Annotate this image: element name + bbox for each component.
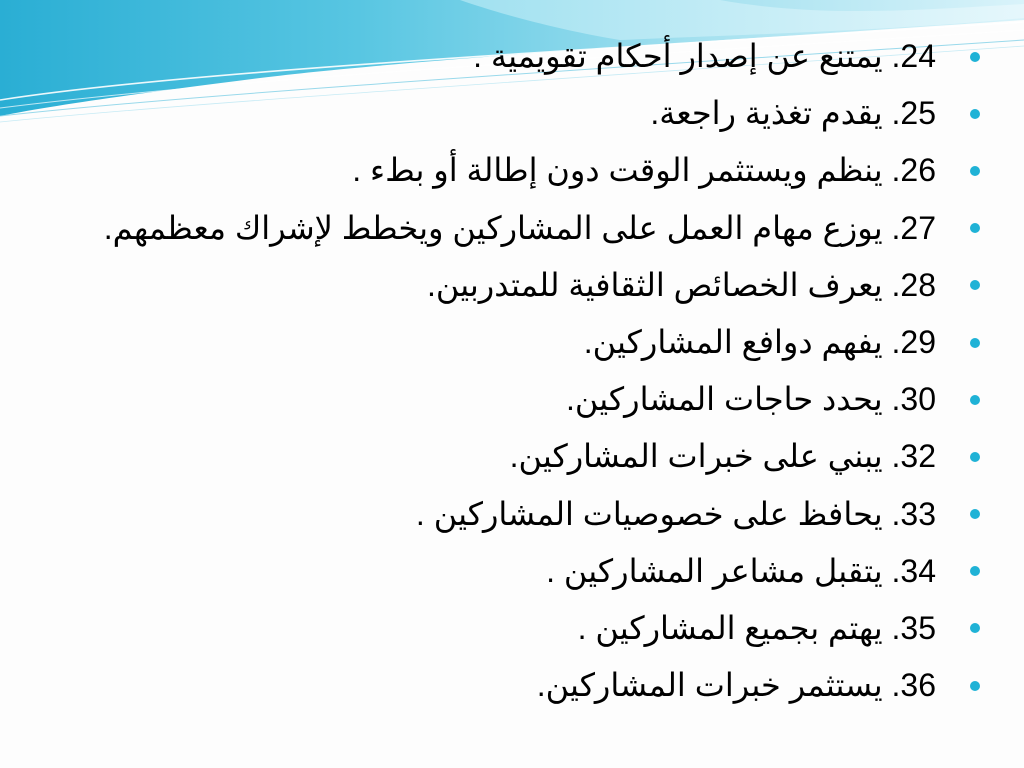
list-item-text: 33. يحافظ على خصوصيات المشاركين . [415, 495, 936, 532]
list-item-text: 36. يستثمر خبرات المشاركين. [536, 667, 936, 704]
list-item-text: 28. يعرف الخصائص الثقافية للمتدربين. [426, 266, 936, 303]
list-item-text: 34. يتقبل مشاعر المشاركين . [546, 552, 936, 589]
bullet-dot-icon [970, 280, 980, 290]
list-item-text: 26. ينظم ويستثمر الوقت دون إطالة أو بطء . [352, 152, 936, 189]
list-item [100, 257, 980, 314]
list-item [100, 142, 980, 199]
list-item-text: 35. يهتم بجميع المشاركين . [577, 609, 936, 646]
bullet-dot-icon [970, 338, 980, 348]
bullet-list [100, 28, 980, 714]
list-item-text: 25. يقدم تغذية راجعة. [650, 95, 936, 132]
list-item-text: 32. يبني على خبرات المشاركين. [509, 438, 936, 475]
list-item [100, 428, 980, 485]
bullet-dot-icon [970, 395, 980, 405]
list-item [100, 657, 980, 714]
bullet-dot-icon [970, 109, 980, 119]
list-item-text: 24. يمتنع عن إصدار أحكام تقويمية . [473, 38, 936, 74]
list-item [100, 28, 980, 85]
list-item [100, 600, 980, 657]
bullet-dot-icon [970, 452, 980, 462]
bullet-dot-icon [970, 166, 980, 176]
list-item [100, 543, 980, 600]
bullet-dot-icon [970, 566, 980, 576]
bullet-dot-icon [970, 681, 980, 691]
list-item-text: 30. يحدد حاجات المشاركين. [566, 381, 936, 418]
list-item [100, 85, 980, 142]
bullet-dot-icon [970, 509, 980, 519]
list-item [100, 200, 980, 257]
list-item-text: 29. يفهم دوافع المشاركين. [583, 323, 936, 360]
list-item [100, 486, 980, 543]
list-item [100, 314, 980, 371]
bullet-dot-icon [970, 223, 980, 233]
bullet-dot-icon [970, 52, 980, 62]
list-item-text: 27. يوزع مهام العمل على المشاركين ويخطط لإشراك معظمهم. [103, 209, 936, 246]
list-item [100, 371, 980, 428]
bullet-dot-icon [970, 623, 980, 633]
